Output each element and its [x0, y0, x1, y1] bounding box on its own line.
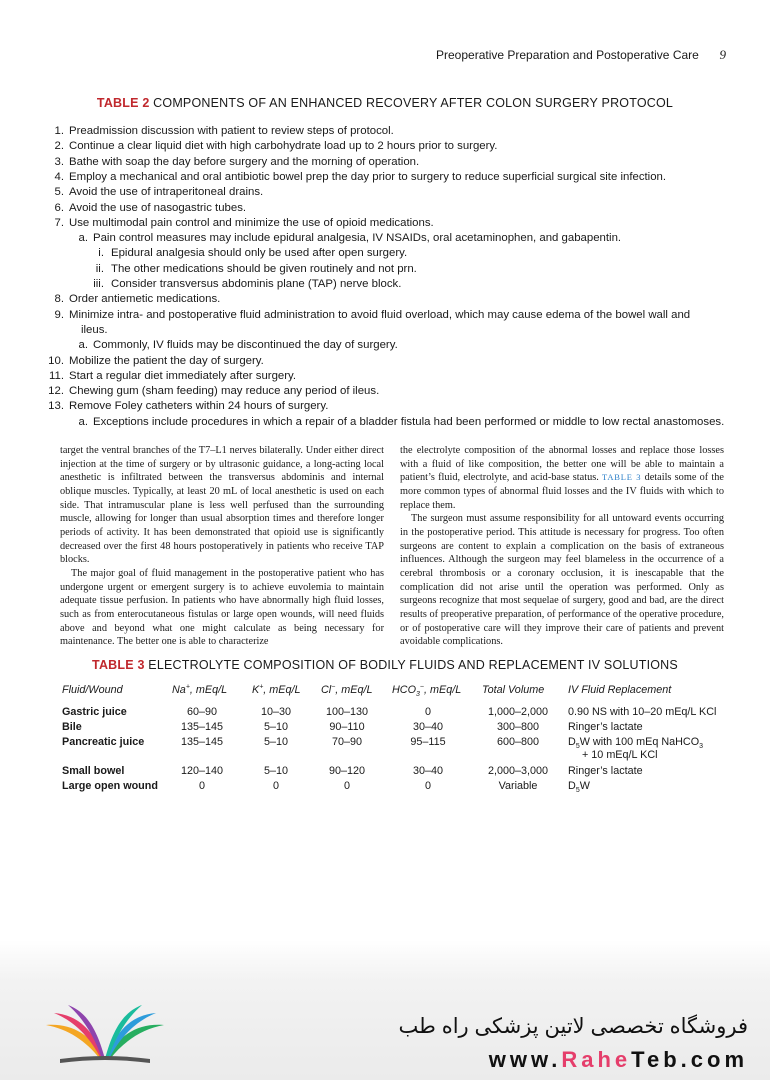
- column-header-hco3: $HCO_3^-$, mEq/L: [392, 683, 462, 699]
- table-cell: 0: [424, 706, 431, 718]
- body-column-left: [60, 444, 384, 649]
- column-header-iv: IV Fluid Replacement: [568, 684, 672, 696]
- table3-caption: [0, 658, 770, 672]
- table3-label: TABLE 3: [92, 658, 145, 672]
- table-cell: Ringer’s lactate: [568, 765, 643, 777]
- table-cell: 120–140: [180, 765, 224, 777]
- table-cell: 70–90: [331, 736, 363, 748]
- list-item-continuation: ileus.: [81, 323, 108, 336]
- table-cell: 0: [424, 780, 431, 792]
- table-cell: 5–10: [263, 765, 289, 777]
- table-cell: 90–110: [329, 721, 365, 733]
- row-label: Bile: [62, 721, 82, 733]
- row-label: Large open wound: [62, 780, 158, 792]
- page-number: 9: [719, 47, 726, 62]
- table2-label: TABLE 2: [96, 96, 150, 110]
- paragraph: target the ventral branches of the T7–L1 nerves bilaterally. Under either direct injection at the time of surgery or by ultrasonic guidance, a long-acting local anesthetic is infiltrated between the transversus abdominis and internal oblique muscles. Typically, at least 20 mL of local anesthetic is used on each side. That intramuscular plane is less well perfused than the surrounding muscle, allowing for longer than usual absorption times and therefore longer periods of activity. It has been demonstrated that opioid use is significantly decreased over the first 48 hours postoperatively in patients who receive TAP blocks.: [60, 445, 384, 566]
- table-cell: 60–90: [186, 706, 218, 718]
- table-cell: 0: [272, 780, 279, 792]
- table-cell: 600–800: [496, 736, 540, 748]
- row-label: Gastric juice: [62, 706, 127, 718]
- table-cell: 2,000–3,000: [487, 765, 549, 777]
- paragraph: The surgeon must assume responsibility for all untoward events occurring in the postoperative period. This attitude is necessary for progress. Too often surgeons are content to explain a complication on the basis of extraneous influences. Although the surgeon may feel blameless in the occurrence of a cerebral thrombosis or a coronary occlusion, it is inescapable that the complication did not arise until the operation was performed. Only as surgeons recognize that most sequelae of surgery, good and bad, are the direct results of preoperative preparation, of performance of the operative procedure, or of postoperative care will they improve their care of patients and prevent avoidable complications.: [400, 513, 724, 648]
- table2-title: COMPONENTS OF AN ENHANCED RECOVERY AFTER COLON SURGERY PROTOCOL: [153, 96, 674, 110]
- column-header-fluid: Fluid/Wound: [62, 684, 123, 696]
- table3-title: ELECTROLYTE COMPOSITION OF BODILY FLUIDS AND REPLACEMENT IV SOLUTIONS: [148, 658, 678, 672]
- table-cell: 300–800: [496, 721, 540, 733]
- paragraph: the electrolyte composition of the abnormal losses and replace those losses with a fluid of like composition, the better one will be able to maintain a patient’s fluid, electrolyte, and acid-base status. TABLE 3 details some of the more common types of abnormal fluid losses and the IV fluids with which to replace them.: [400, 445, 724, 511]
- table-cell: 5–10: [263, 736, 289, 748]
- table-cell: 1,000–2,000: [487, 706, 549, 718]
- row-label: Pancreatic juice: [62, 736, 145, 748]
- paragraph: The major goal of fluid management in the postoperative patient who has undergone urgent or emergent surgery is to achieve euvolemia to maintain adequate tissue perfusion. In patients who have abnormally high fluid losses, such as from enterocutaneous fistulas or large open wounds, will need fluids above and beyond what one might calculate as being necessary for maintenance. The better one is able to characterize: [60, 567, 384, 648]
- column-header-volume: Total Volume: [482, 684, 545, 696]
- table-cell: 135–145: [180, 721, 224, 733]
- table-cell: 30–40: [412, 765, 444, 777]
- column-header-na: Na+, mEq/L: [172, 683, 228, 696]
- table-cell: 95–115: [410, 736, 446, 748]
- table3-reference-link[interactable]: TABLE 3: [602, 472, 642, 483]
- watermark-store-name: فروشگاه تخصصی لاتین پزشکی راه طب: [398, 1015, 748, 1038]
- column-header-k: K+, mEq/L: [252, 683, 301, 696]
- column-header-cl: Cl−, mEq/L: [321, 683, 373, 696]
- table-cell: $D_5W$ with 100 mEq NaHCO$_3$: [568, 736, 704, 751]
- running-head-title: Preoperative Preparation and Postoperative Care: [436, 48, 699, 62]
- table-cell-continuation: + 10 mEq/L KCl: [582, 749, 658, 761]
- table-cell: 135–145: [180, 736, 224, 748]
- table-cell: Variable: [498, 780, 538, 792]
- table-cell: 100–130: [325, 706, 369, 718]
- table-cell: 0.90 NS with 10–20 mEq/L KCl: [568, 706, 717, 718]
- table-cell: 10–30: [260, 706, 292, 718]
- body-column-right: [400, 444, 724, 649]
- table-cell: 30–40: [412, 721, 444, 733]
- table-cell: 5–10: [263, 721, 289, 733]
- table-cell: $D_5W$: [568, 780, 590, 795]
- row-label: Small bowel: [62, 765, 125, 777]
- table-cell: 0: [343, 780, 350, 792]
- table-cell: 90–120: [328, 765, 366, 777]
- open-book-logo-icon: [40, 1003, 170, 1065]
- table-cell: Ringer’s lactate: [568, 721, 643, 733]
- watermark-url: www.RaheTeb.com: [488, 1047, 748, 1072]
- table2-caption: [0, 96, 770, 110]
- table-cell: 0: [198, 780, 205, 792]
